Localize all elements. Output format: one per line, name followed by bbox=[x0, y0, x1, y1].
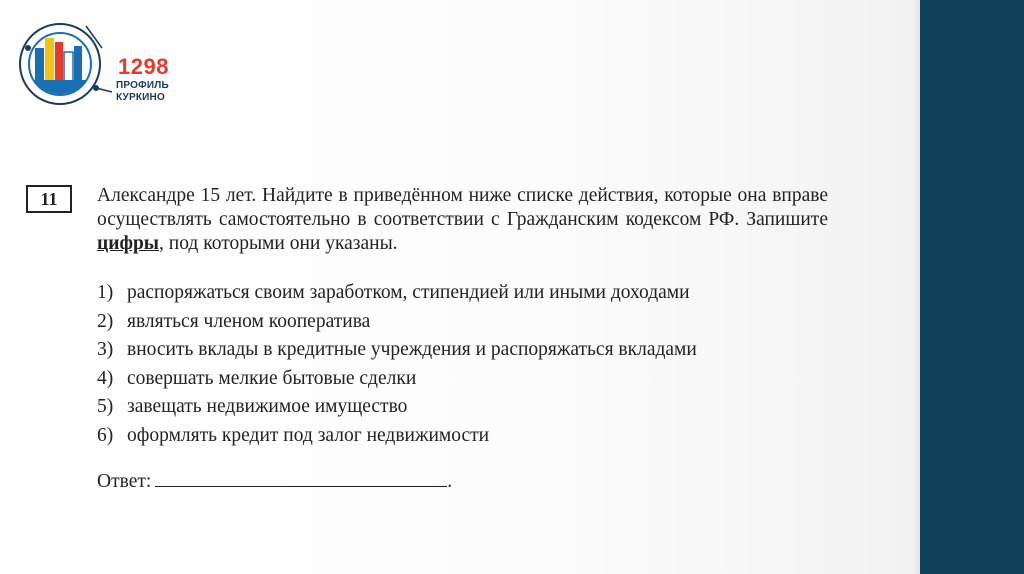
option-text: завещать недвижимое имущество bbox=[127, 396, 408, 417]
logo-number: 1298 bbox=[118, 54, 169, 79]
option-text: распоряжаться своим заработком, стипендией или иными доходами bbox=[127, 282, 690, 303]
option-text: являться членом кооператива bbox=[127, 310, 371, 332]
answer-terminator: . bbox=[447, 471, 453, 492]
school-logo bbox=[14, 18, 184, 110]
option-number: 6) bbox=[97, 424, 114, 446]
answer-blank-line[interactable] bbox=[155, 470, 447, 487]
options-list bbox=[97, 282, 697, 453]
logo-text-line2: КУРКИНО bbox=[116, 92, 165, 103]
option-number: 1) bbox=[97, 282, 114, 303]
answer-label: Ответ: bbox=[97, 471, 152, 492]
question-part2: , под которыми они указаны. bbox=[159, 233, 398, 254]
question-emphasis: цифры bbox=[97, 233, 160, 254]
option-text: оформлять кредит под залог недвижимости bbox=[127, 424, 490, 446]
sidebar-shadow bbox=[912, 0, 920, 574]
option-number: 5) bbox=[97, 396, 114, 417]
right-sidebar bbox=[920, 0, 1024, 574]
option-item bbox=[97, 396, 697, 425]
option-item bbox=[97, 368, 697, 397]
option-item bbox=[97, 339, 697, 368]
task-number-box: 11 bbox=[26, 185, 72, 213]
option-text: совершать мелкие бытовые сделки bbox=[127, 367, 417, 389]
option-number: 3) bbox=[97, 339, 114, 360]
option-item bbox=[97, 425, 697, 454]
option-number: 2) bbox=[97, 310, 114, 332]
option-item bbox=[97, 282, 697, 311]
option-item bbox=[97, 311, 697, 340]
option-text: вносить вклады в кредитные учреждения и распоряжаться вкладами bbox=[127, 339, 697, 360]
question-text bbox=[97, 184, 828, 256]
option-number: 4) bbox=[97, 367, 114, 389]
logo-emblem-icon bbox=[14, 18, 114, 110]
logo-text-line1: ПРОФИЛЬ bbox=[116, 80, 169, 91]
answer-row bbox=[97, 470, 452, 493]
question-part1: Александре 15 лет. Найдите в приведённом ниже списке действия, которые она вправе осуществлять самостоятельно в соответствии с Гражданским кодексом РФ. Запишите bbox=[97, 185, 828, 230]
